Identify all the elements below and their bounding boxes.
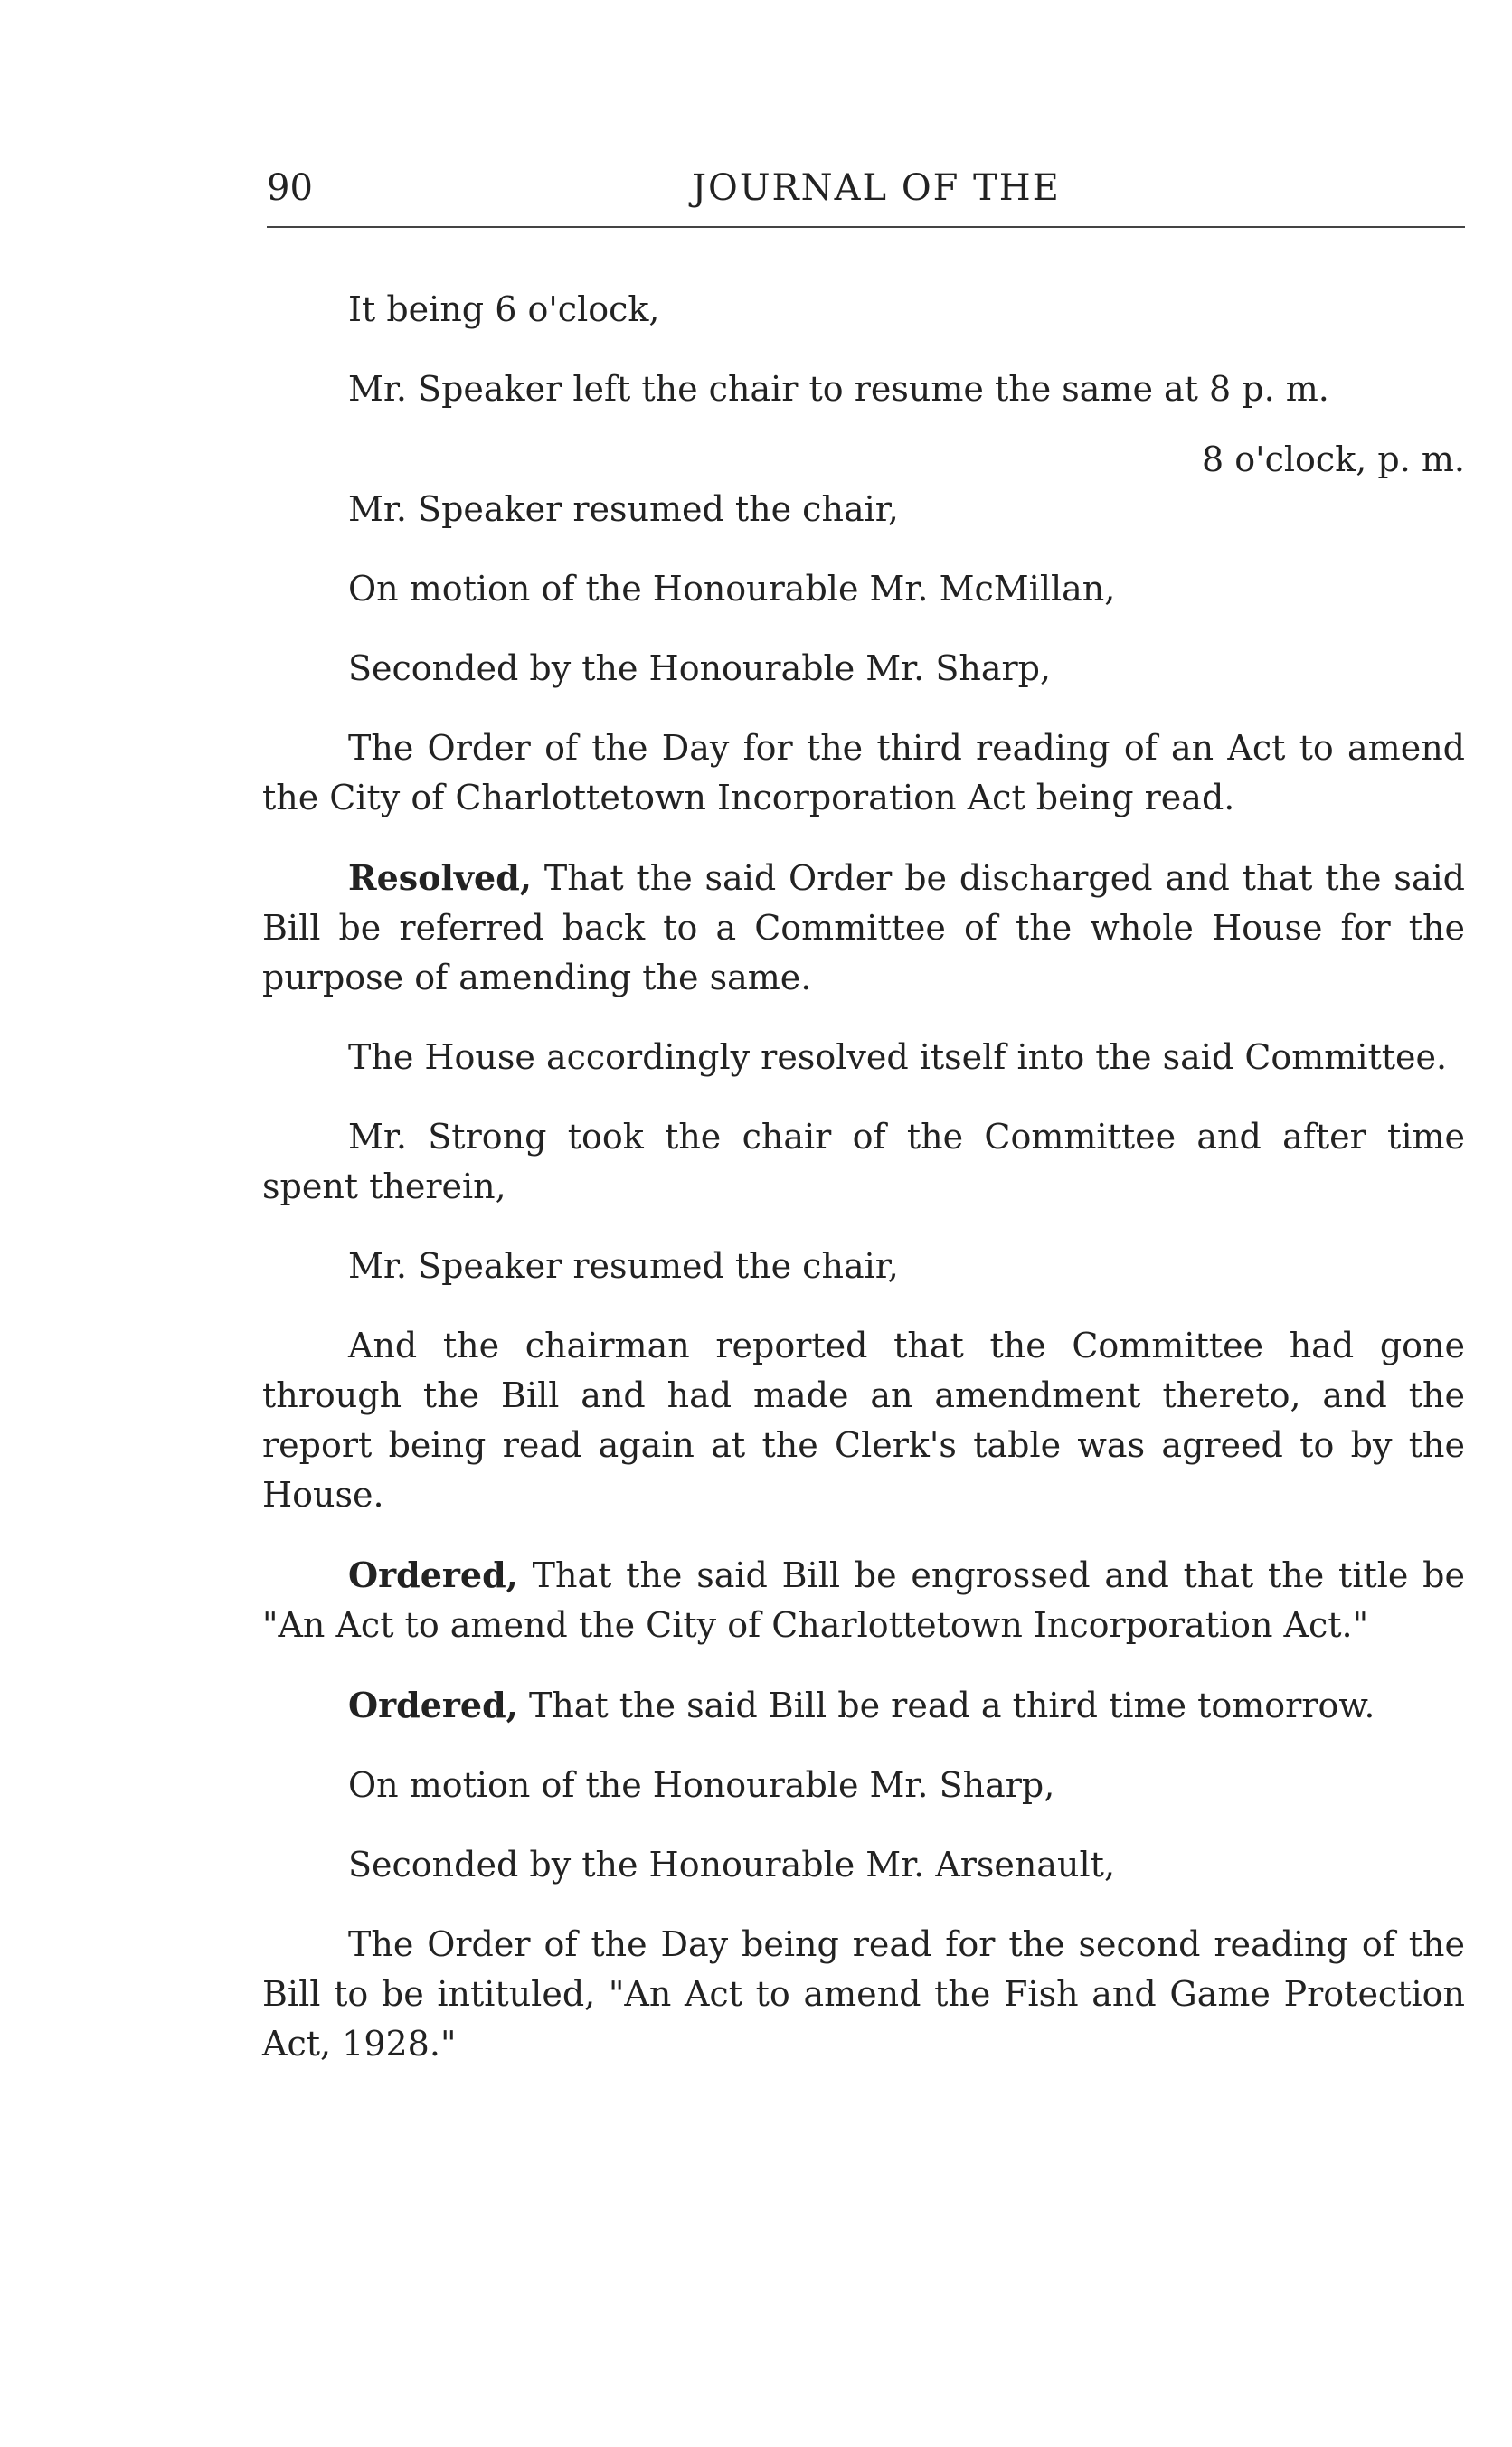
paragraph-seconded-arsenault: Seconded by the Honourable Mr. Arsenault, — [348, 1845, 1116, 1885]
body-text — [262, 285, 1465, 2099]
resolved-text: That the said Order be discharged and that the said Bill be referred back to a Committee of the whole House for the purpose of amending the same. — [262, 858, 1465, 997]
paragraph-seconded-sharp: Seconded by the Honourable Mr. Sharp, — [348, 648, 1052, 688]
paragraph-motion-sharp: On motion of the Honourable Mr. Sharp, — [348, 1765, 1055, 1805]
ordered-label-1: Ordered, — [348, 1554, 518, 1595]
ordered-label-2: Ordered, — [348, 1685, 518, 1725]
paragraph-motion-mcmillan: On motion of the Honourable Mr. McMillan, — [348, 569, 1116, 609]
paragraph-house-resolved: The House accordingly resolved itself into the said Committee. — [348, 1037, 1448, 1077]
time-heading: 8 o'clock, p. m. — [1202, 439, 1465, 479]
paragraph-ordered-engrossed — [262, 1550, 1465, 1650]
ordered-text-2: That the said Bill be read a third time tomorrow. — [517, 1686, 1375, 1725]
page-header — [267, 161, 1460, 215]
paragraph-order-second-reading: The Order of the Day being read for the second reading of the Bill to be intituled, "An Act to amend the Fish and Game Protection Act, 1928." — [262, 1924, 1465, 2064]
header-rule — [267, 226, 1465, 228]
resolved-label: Resolved, — [348, 857, 532, 898]
paragraph-six-oclock: It being 6 o'clock, — [348, 289, 660, 329]
paragraph-speaker-resumed: Mr. Speaker resumed the chair, — [348, 489, 899, 529]
paragraph-chairman-reported: And the chairman reported that the Committee had gone through the Bill and had made an amendment thereto, and the report being read again at the Clerk's table was agreed to by the House. — [262, 1326, 1465, 1515]
page-number: 90 — [267, 167, 313, 209]
paragraph-speaker-resumed-2: Mr. Speaker resumed the chair, — [348, 1246, 899, 1286]
paragraph-ordered-third-time — [262, 1680, 1465, 1731]
paragraph-order-third-reading: The Order of the Day for the third reading of an Act to amend the City of Charlottetown Incorporation Act being read. — [262, 728, 1465, 817]
running-head: JOURNAL OF THE — [692, 167, 1061, 209]
paragraph-strong-chair: Mr. Strong took the chair of the Committee and after time spent therein, — [262, 1117, 1465, 1206]
ordered-text-1: That the said Bill be engrossed and that the title be "An Act to amend the City of Charlottetown Incorporation Act." — [262, 1555, 1465, 1645]
paragraph-resolved — [262, 853, 1465, 1003]
paragraph-speaker-left: Mr. Speaker left the chair to resume the same at 8 p. m. — [348, 369, 1329, 409]
